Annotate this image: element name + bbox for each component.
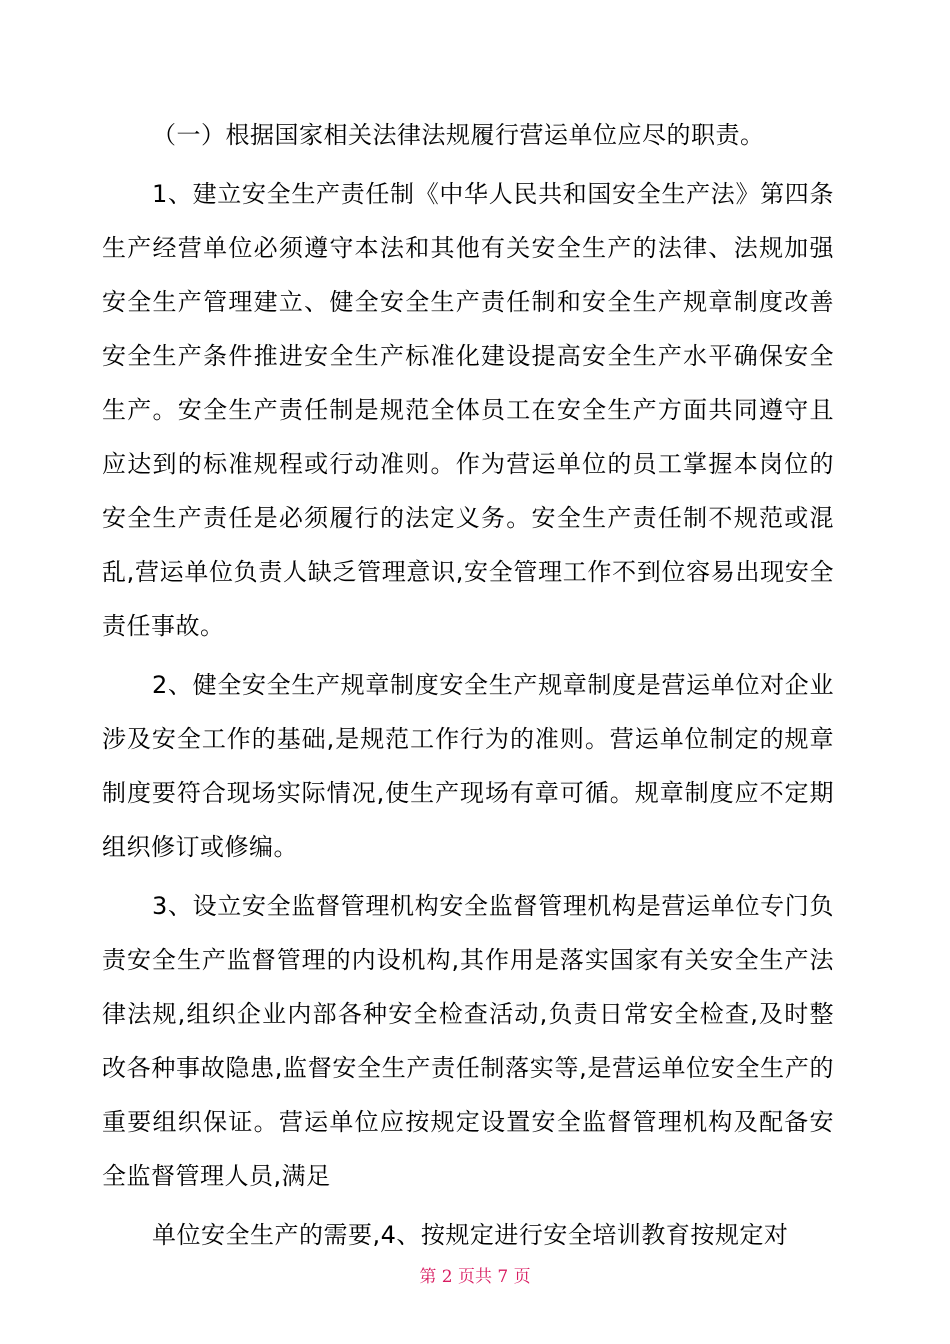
- document-body: [102, 108, 834, 1262]
- paragraph-1: 1、建立安全生产责任制《中华人民共和国安全生产法》第四条生产经营单位必须遵守本法和其他有关安全生产的法律、法规加强安全生产管理建立、健全安全生产责任制和安全生产规章制度改善安全生产条件推进安全生产标准化建设提高安全生产水平确保安全生产。安全生产责任制是规范全体员工在安全生产方面共同遵守且应达到的标准规程或行动准则。作为营运单位的员工掌握本岗位的安全生产责任是必须履行的法定义务。安全生产责任制不规范或混乱,营运单位负责人缺乏管理意识,安全管理工作不到位容易出现安全责任事故。: [102, 180, 834, 640]
- section-heading: （一）根据国家相关法律法规履行营运单位应尽的职责。: [152, 121, 765, 149]
- paragraph-2: 2、健全安全生产规章制度安全生产规章制度是营运单位对企业涉及安全工作的基础,是规范工作行为的准则。营运单位制定的规章制度要符合现场实际情况,使生产现场有章可循。规章制度应不定期组织修订或修编。: [102, 671, 834, 861]
- paragraph-4: 单位安全生产的需要,4、按规定进行安全培训教育按规定对: [152, 1221, 789, 1249]
- page-number-footer: 第 2 页共 7 页: [419, 1267, 531, 1287]
- paragraph-3: 3、设立安全监督管理机构安全监督管理机构是营运单位专门负责安全生产监督管理的内设机构,其作用是落实国家有关安全生产法律法规,组织企业内部各种安全检查活动,负责日常安全检查,及时整改各种事故隐患,监督安全生产责任制落实等,是营运单位安全生产的重要组织保证。营运单位应按规定设置安全监督管理机构及配备安全监督管理人员,满足: [102, 892, 834, 1190]
